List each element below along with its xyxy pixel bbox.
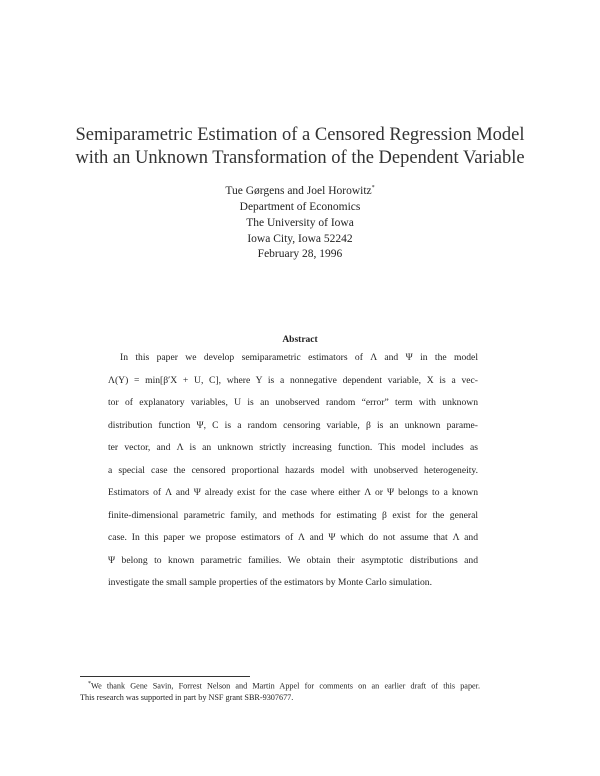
- abstract-line: distribution function Ψ, C is a random censoring variable, β is an unknown parame-: [108, 419, 478, 431]
- footnote: [80, 679, 480, 703]
- abstract-line: Ψ belong to known parametric families. We obtain their asymptotic distributions and: [108, 554, 478, 566]
- title-line: with an Unknown Transformation of the Dependent Variable: [75, 148, 525, 168]
- footnote-rule: [80, 676, 250, 677]
- city: Iowa City, Iowa 52242: [247, 232, 353, 245]
- abstract-line: case. In this paper we propose estimators of Λ and Ψ which do not assume that Λ and: [108, 532, 478, 543]
- title-line: Semiparametric Estimation of a Censored Regression Model: [75, 125, 525, 145]
- department: Department of Economics: [239, 200, 361, 213]
- paper-title: [0, 124, 600, 170]
- abstract-body: [108, 351, 478, 599]
- abstract-line: Estimators of Λ and Ψ already exist for the case where either Λ or Ψ belongs to a known: [108, 487, 478, 498]
- paper-date: February 28, 1996: [257, 248, 343, 260]
- abstract-line: finite-dimensional parametric family, and methods for estimating β exist for the general: [108, 509, 478, 521]
- university: The University of Iowa: [246, 216, 354, 229]
- abstract-line: ter vector, and Λ is an unknown strictly increasing function. This model includes as: [108, 442, 478, 453]
- abstract-line: tor of explanatory variables, U is an unobserved random “error” term with unknown: [108, 397, 478, 408]
- abstract-line: a special case the censored proportional hazards model with unobserved heterogeneity.: [108, 464, 478, 476]
- author-names: Tue Gørgens and Joel Horowitz*: [225, 184, 375, 197]
- abstract-line: In this paper we develop semiparametric estimators of Λ and Ψ in the model: [120, 352, 478, 363]
- footnote-line: *We thank Gene Savin, Forrest Nelson and Martin Appel for comments on an earlier draft of this paper.: [88, 681, 480, 691]
- author-block: [0, 180, 600, 247]
- footnote-line: This research was supported in part by NSF grant SBR-9307677.: [80, 692, 294, 702]
- footnote-mark: *: [88, 681, 91, 687]
- abstract-heading: Abstract: [282, 335, 318, 345]
- abstract-line: investigate the small sample properties of the estimators by Monte Carlo simulation.: [108, 577, 432, 588]
- footnote-mark: *: [371, 185, 375, 191]
- abstract-line: Λ(Y) = min[β′X + U, C], where Y is a nonnegative dependent variable, X is a vec-: [108, 374, 478, 386]
